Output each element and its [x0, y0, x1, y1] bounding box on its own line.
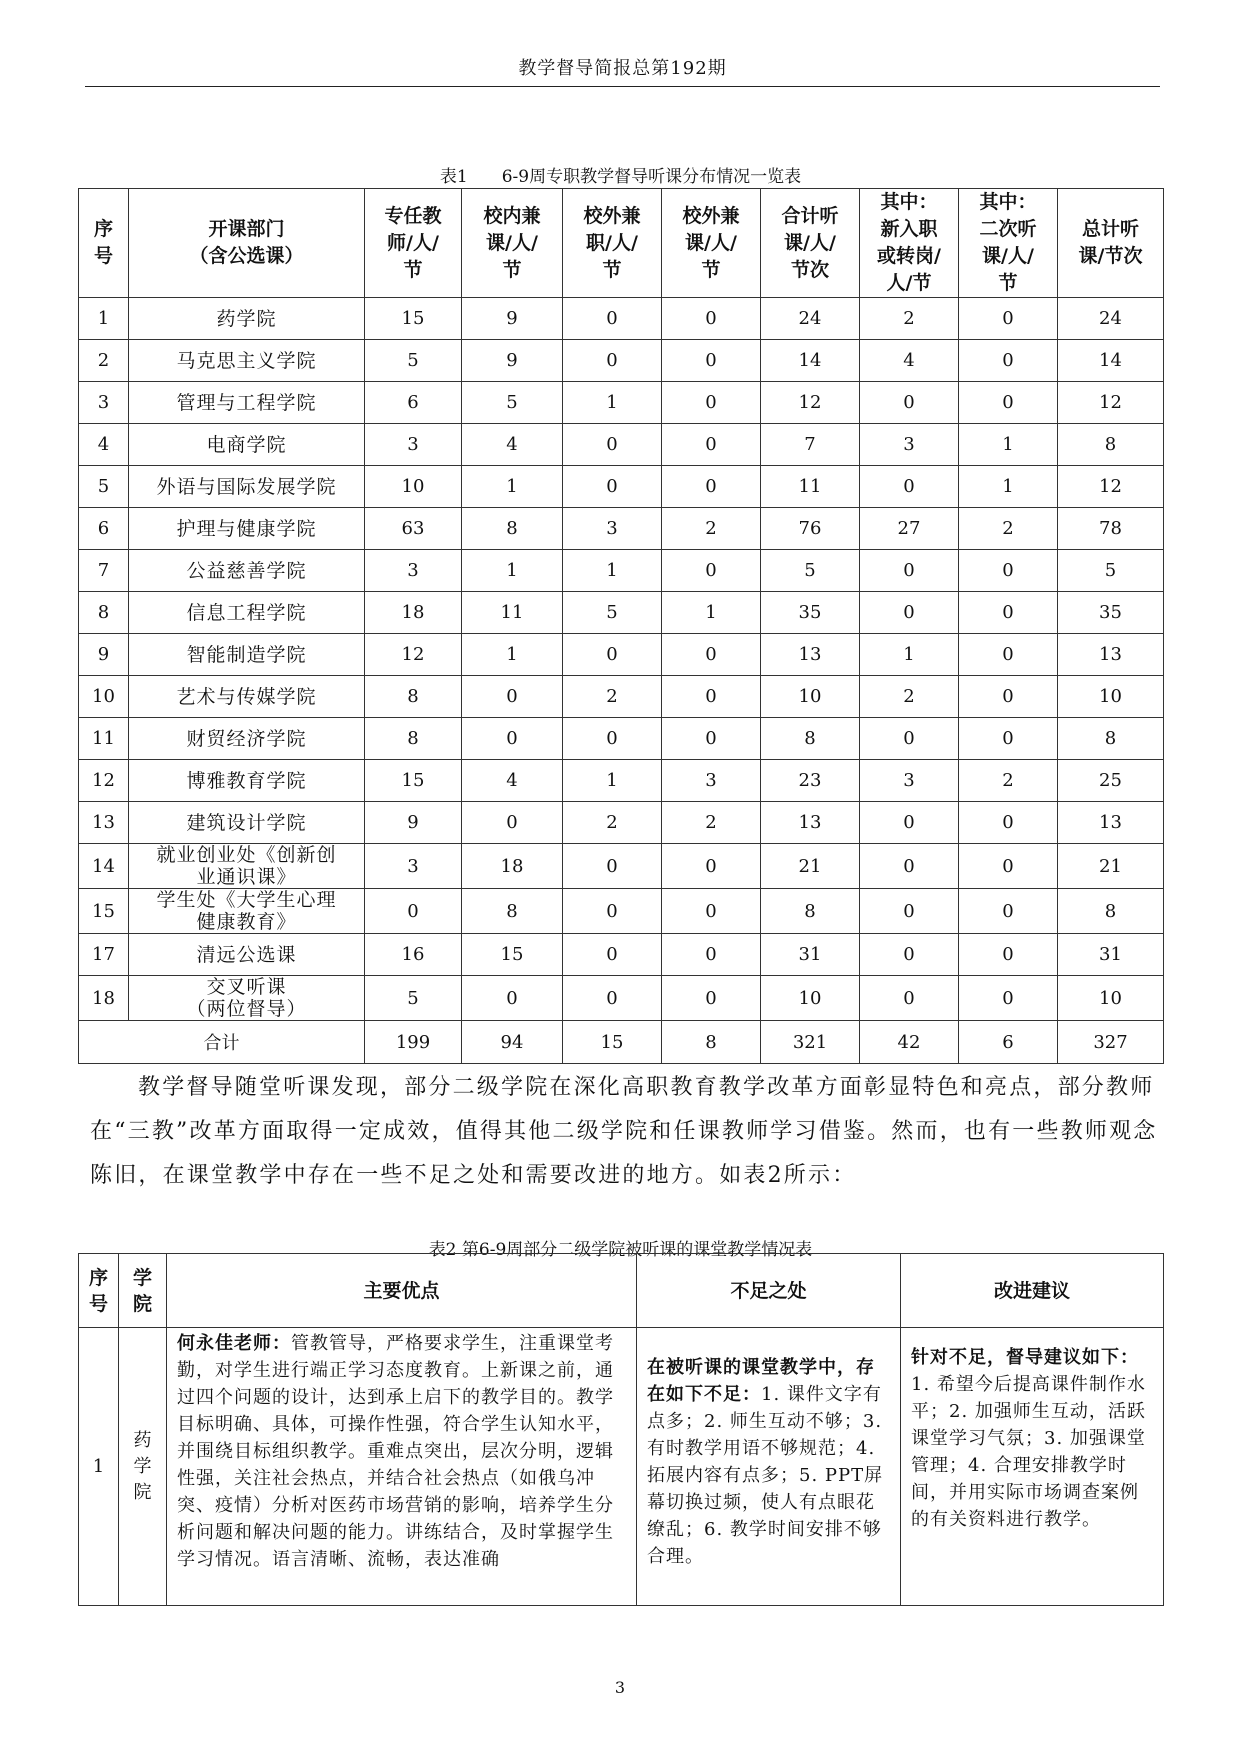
table1-department-name: 艺术与传媒学院 [176, 685, 317, 708]
table2-column-header-text: 序 号 [88, 1266, 108, 1315]
table1-department-name: 就业创业处《创新创 业通识课》 [156, 844, 337, 888]
table1-total-value: 327 [1058, 1021, 1164, 1064]
table1-value-cell: 0 [662, 844, 761, 889]
table2-college-name: 药 学 院 [133, 1429, 152, 1503]
table1-department-cell [129, 676, 365, 718]
table1-total-value: 94 [462, 1021, 563, 1064]
table1-value-cell: 0 [662, 382, 761, 424]
table1-value-cell: 10 [365, 466, 462, 508]
table1-value-cell: 0 [462, 802, 563, 844]
table1-value-cell: 63 [365, 508, 462, 550]
table1-value-cell: 1 [959, 424, 1058, 466]
table1-value-cell: 0 [860, 802, 959, 844]
table1-column-header [1058, 189, 1164, 298]
table1-value-cell: 3 [662, 760, 761, 802]
table1-value-cell: 0 [662, 466, 761, 508]
table1-value-cell: 25 [1058, 760, 1164, 802]
table1-value-cell: 9 [462, 298, 563, 340]
table1-header-row [79, 189, 1164, 298]
table1-department-cell [129, 424, 365, 466]
table1-value-cell: 13 [761, 802, 860, 844]
table1-value-cell: 5 [365, 340, 462, 382]
table2-column-header [79, 1254, 119, 1328]
table1-total-value: 8 [662, 1021, 761, 1064]
table2-column-header [637, 1254, 901, 1328]
table1-department-cell [129, 934, 365, 976]
table1-value-cell: 0 [462, 976, 563, 1021]
table1-row-index: 15 [79, 889, 129, 934]
table2-column-header [901, 1254, 1164, 1328]
table1-value-cell: 4 [860, 340, 959, 382]
table1-total-value: 199 [365, 1021, 462, 1064]
table1-department-cell [129, 718, 365, 760]
table1-row-index: 14 [79, 844, 129, 889]
table1-value-cell: 0 [563, 634, 662, 676]
table1-value-cell: 2 [860, 676, 959, 718]
table1-value-cell: 0 [959, 298, 1058, 340]
table2-column-header-text: 学 院 [132, 1266, 152, 1315]
table1-row-index: 2 [79, 340, 129, 382]
table1-row [79, 718, 1164, 760]
table1-department-name: 外语与国际发展学院 [156, 475, 337, 498]
table1-value-cell: 27 [860, 508, 959, 550]
strengths-cell-lead: 何永佳老师： [177, 1333, 291, 1354]
table1-column-header-text: 校外兼 课/人/ 节 [682, 204, 740, 281]
table1-column-header-text: 合计听 课/人/ 节次 [781, 204, 839, 281]
table1-department-cell [129, 466, 365, 508]
table1-total-row [79, 1021, 1164, 1064]
table1-value-cell: 0 [662, 634, 761, 676]
table2-header-row [79, 1254, 1164, 1328]
table1-value-cell: 5 [365, 976, 462, 1021]
table1-value-cell: 3 [563, 508, 662, 550]
table1-value-cell: 5 [462, 382, 563, 424]
table1-value-cell: 0 [563, 466, 662, 508]
table1-value-cell: 7 [761, 424, 860, 466]
table1-row-index: 11 [79, 718, 129, 760]
table1-value-cell: 1 [563, 760, 662, 802]
table1-column-header [761, 189, 860, 298]
table1-value-cell: 31 [761, 934, 860, 976]
table1-value-cell: 31 [1058, 934, 1164, 976]
suggestions-cell-lead: 针对不足，督导建议如下： [911, 1347, 1139, 1368]
table1-department-cell [129, 634, 365, 676]
table1-value-cell: 0 [860, 889, 959, 934]
table1-column-header-text: 校内兼 课/人/ 节 [483, 204, 541, 281]
table1-department-name: 电商学院 [206, 433, 287, 456]
table1-value-cell: 1 [563, 550, 662, 592]
table1-value-cell: 0 [662, 424, 761, 466]
table1-value-cell: 0 [860, 976, 959, 1021]
table1-department-name: 财贸经济学院 [186, 727, 307, 750]
table1-value-cell: 1 [462, 466, 563, 508]
table1-value-cell: 0 [563, 340, 662, 382]
table2-column-header-text: 改进建议 [993, 1279, 1070, 1302]
table1-total-value: 321 [761, 1021, 860, 1064]
table1-value-cell: 0 [860, 550, 959, 592]
table1-value-cell: 3 [860, 424, 959, 466]
table1-row-index: 3 [79, 382, 129, 424]
table1-row [79, 634, 1164, 676]
table1-value-cell: 5 [563, 592, 662, 634]
table2-college-cell [119, 1328, 167, 1606]
table1-value-cell: 0 [563, 934, 662, 976]
table1-department-name: 学生处《大学生心理 健康教育》 [156, 889, 337, 933]
table1-value-cell: 2 [959, 760, 1058, 802]
table1-total-value: 15 [563, 1021, 662, 1064]
page-number: 3 [614, 1678, 626, 1697]
table1-value-cell: 3 [365, 844, 462, 889]
table1-value-cell: 5 [761, 550, 860, 592]
table1-value-cell: 9 [365, 802, 462, 844]
table1-department-cell [129, 340, 365, 382]
table1-value-cell: 0 [959, 889, 1058, 934]
table1-row-index: 9 [79, 634, 129, 676]
table2-column-header-text: 主要优点 [363, 1279, 440, 1302]
table1-value-cell: 2 [860, 298, 959, 340]
table1-value-cell: 1 [860, 634, 959, 676]
table1-value-cell: 0 [959, 550, 1058, 592]
table1-value-cell: 21 [761, 844, 860, 889]
table1-value-cell: 14 [761, 340, 860, 382]
table1-department-cell [129, 760, 365, 802]
table1-department-name: 建筑设计学院 [186, 811, 307, 834]
table1-value-cell: 0 [662, 340, 761, 382]
table1-row [79, 466, 1164, 508]
table1-column-header-text: 开课部门 （含公选课） [189, 218, 304, 267]
table1-row [79, 508, 1164, 550]
table1-department-cell [129, 298, 365, 340]
table1-value-cell: 10 [1058, 676, 1164, 718]
table1-total-value: 6 [959, 1021, 1058, 1064]
table1-row-index: 7 [79, 550, 129, 592]
table1-row [79, 676, 1164, 718]
table1-column-header [79, 189, 129, 298]
table1-row [79, 976, 1164, 1021]
table1-department-cell [129, 592, 365, 634]
table1-value-cell: 35 [761, 592, 860, 634]
table1-row-index: 5 [79, 466, 129, 508]
table1-value-cell: 3 [365, 424, 462, 466]
table1-value-cell: 35 [1058, 592, 1164, 634]
table1-department-name: 智能制造学院 [186, 643, 307, 666]
table1-column-header-text: 专任教 师/人/ 节 [384, 204, 442, 281]
table1-department-cell [129, 508, 365, 550]
table1-value-cell: 8 [1058, 718, 1164, 760]
table1-row-index: 6 [79, 508, 129, 550]
table1-value-cell: 15 [462, 934, 563, 976]
table1-value-cell: 0 [959, 676, 1058, 718]
table1-column-header-text: 总计听 课/节次 [1078, 218, 1143, 267]
table1-value-cell: 2 [959, 508, 1058, 550]
table1-row [79, 298, 1164, 340]
weaknesses-cell-text [637, 1328, 900, 1570]
table1-value-cell: 0 [959, 976, 1058, 1021]
body-paragraph: 教学督导随堂听课发现，部分二级学院在深化高职教育教学改革方面彰显特色和亮点，部分教师在“三教”改革方面取得一定成效，值得其他二级学院和任课教师学习借鉴。然而，也有一些教师观念陈旧，在课堂教学中存在一些不足之处和需要改进的地方。如表2所示： [90, 1075, 1158, 1188]
table1-value-cell: 1 [959, 466, 1058, 508]
table1-row [79, 592, 1164, 634]
table1-value-cell: 0 [860, 934, 959, 976]
weaknesses-cell-lead: 在被听课的课堂教学中，存在如下不足： [647, 1357, 875, 1405]
table2-column-header [167, 1254, 637, 1328]
suggestions-cell-body: 1. 希望今后提高课件制作水平；2. 加强师生互动，活跃课堂学习气氛；3. 加强课堂管理；4. 合理安排教学时间，并用实际市场调查案例的有关资料进行教学。 [911, 1374, 1146, 1530]
table1-value-cell: 0 [860, 466, 959, 508]
table1-value-cell: 12 [761, 382, 860, 424]
suggestions-cell [901, 1328, 1164, 1606]
table1-value-cell: 13 [1058, 802, 1164, 844]
table1-row-index: 12 [79, 760, 129, 802]
table1-column-header-text: 其中： 新入职 或转岗/ 人/节 [877, 191, 941, 294]
table1-department-name: 护理与健康学院 [176, 517, 317, 540]
table1-value-cell: 0 [959, 382, 1058, 424]
table1-value-cell: 8 [365, 718, 462, 760]
table1-value-cell: 10 [761, 976, 860, 1021]
table1-value-cell: 3 [365, 550, 462, 592]
table1-value-cell: 13 [761, 634, 860, 676]
table1-column-header [462, 189, 563, 298]
weaknesses-cell-body: 1. 课件文字有点多；2. 师生互动不够；3. 有时教学用语不够规范；4. 拓展内容有点多；5. PPT屏幕切换过频，使人有点眼花缭乱；6. 教学时间安排不够合理。 [647, 1384, 884, 1567]
table1-column-header-text: 序 号 [93, 218, 113, 267]
table1-value-cell: 0 [662, 934, 761, 976]
running-header: 教学督导简报总第192期 [518, 58, 727, 79]
table1-value-cell: 2 [563, 802, 662, 844]
table1-department-cell [129, 382, 365, 424]
table1-value-cell: 0 [959, 718, 1058, 760]
table1-value-cell: 15 [365, 298, 462, 340]
table1-value-cell: 0 [662, 676, 761, 718]
table1-row [79, 934, 1164, 976]
table1-column-header [860, 189, 959, 298]
table1-value-cell: 4 [462, 760, 563, 802]
table1-value-cell: 0 [563, 718, 662, 760]
table1-value-cell: 16 [365, 934, 462, 976]
table1-column-header [662, 189, 761, 298]
table1-value-cell: 21 [1058, 844, 1164, 889]
table1-value-cell: 0 [563, 844, 662, 889]
table1-value-cell: 0 [860, 718, 959, 760]
table1-value-cell: 2 [662, 802, 761, 844]
table1-department-cell [129, 976, 365, 1021]
table1-total-value: 42 [860, 1021, 959, 1064]
strengths-cell-text [167, 1328, 636, 1573]
table1-value-cell: 11 [462, 592, 563, 634]
table1-value-cell: 0 [662, 298, 761, 340]
table1-department-name: 信息工程学院 [186, 601, 307, 624]
table1-department-name: 博雅教育学院 [186, 769, 307, 792]
table1-department-cell [129, 550, 365, 592]
table1-value-cell: 0 [959, 934, 1058, 976]
table1-value-cell: 0 [959, 844, 1058, 889]
table1-value-cell: 0 [662, 976, 761, 1021]
table1-value-cell: 0 [662, 550, 761, 592]
table1-value-cell: 10 [1058, 976, 1164, 1021]
table1-value-cell: 23 [761, 760, 860, 802]
table1-value-cell: 8 [462, 889, 563, 934]
table1-value-cell: 0 [462, 718, 563, 760]
table1-department-name: 药学院 [216, 307, 277, 330]
table1-lecture-distribution [78, 188, 1164, 1064]
table1-value-cell: 24 [1058, 298, 1164, 340]
table1-department-cell [129, 802, 365, 844]
table1-value-cell: 8 [761, 718, 860, 760]
table1-value-cell: 76 [761, 508, 860, 550]
suggestions-cell-text [901, 1328, 1163, 1533]
table1-value-cell: 18 [462, 844, 563, 889]
table1-value-cell: 8 [462, 508, 563, 550]
table1-row [79, 802, 1164, 844]
table1-value-cell: 1 [462, 634, 563, 676]
table1-column-header [563, 189, 662, 298]
table1-value-cell: 0 [959, 340, 1058, 382]
table1-value-cell: 3 [860, 760, 959, 802]
table1-value-cell: 78 [1058, 508, 1164, 550]
table1-value-cell: 2 [563, 676, 662, 718]
table1-column-header-text: 校外兼 职/人/ 节 [583, 204, 641, 281]
table1-value-cell: 24 [761, 298, 860, 340]
weaknesses-cell [637, 1328, 901, 1606]
table1-row-index: 17 [79, 934, 129, 976]
table1-value-cell: 10 [761, 676, 860, 718]
table1-value-cell: 15 [365, 760, 462, 802]
table1-value-cell: 11 [761, 466, 860, 508]
table1-value-cell: 0 [860, 382, 959, 424]
header-rule [85, 86, 1160, 87]
table1-department-cell [129, 889, 365, 934]
table1-row [79, 760, 1164, 802]
table1-column-header [129, 189, 365, 298]
table1-column-header [365, 189, 462, 298]
table2-column-header [119, 1254, 167, 1328]
table1-row [79, 889, 1164, 934]
table2-caption: 表2 第6-9周部分二级学院被听课的课堂教学情况表 [428, 1240, 813, 1260]
table1-total-label: 合计 [79, 1021, 365, 1064]
table1-department-cell [129, 844, 365, 889]
table1-department-name: 公益慈善学院 [186, 559, 307, 582]
table1-value-cell: 6 [365, 382, 462, 424]
table1-value-cell: 0 [563, 976, 662, 1021]
table1-value-cell: 9 [462, 340, 563, 382]
table1-value-cell: 8 [1058, 889, 1164, 934]
table1-value-cell: 0 [662, 889, 761, 934]
table1-value-cell: 1 [563, 382, 662, 424]
table1-value-cell: 13 [1058, 634, 1164, 676]
table1-value-cell: 0 [860, 844, 959, 889]
table1-value-cell: 2 [662, 508, 761, 550]
strengths-cell-body: 管教管导，严格要求学生，注重课堂考勤，对学生进行端正学习态度教育。上新课之前，通过四个问题的设计，达到承上启下的教学目的。教学目标明确、具体，可操作性强，符合学生认知水平，并围绕目标组织教学。重难点突出，层次分明，逻辑性强，关注社会热点，并结合社会热点（如俄乌冲突、疫情）分析对医药市场营销的影响，培养学生分析问题和解决问题的能力。讲练结合，及时掌握学生学习情况。语言清晰、流畅，表达准确 [177, 1333, 614, 1570]
table1-value-cell: 12 [1058, 466, 1164, 508]
table2-column-header-text: 不足之处 [730, 1279, 807, 1302]
table2-classroom-teaching [78, 1253, 1164, 1606]
table1-value-cell: 5 [1058, 550, 1164, 592]
table1-department-name: 清远公选课 [196, 943, 297, 966]
table1-row-index: 1 [79, 298, 129, 340]
table1-column-header [959, 189, 1058, 298]
table1-value-cell: 1 [662, 592, 761, 634]
table1-value-cell: 18 [365, 592, 462, 634]
table1-row [79, 340, 1164, 382]
table1-value-cell: 0 [563, 889, 662, 934]
table1-row [79, 550, 1164, 592]
table1-caption: 表1 6-9周专职教学督导听课分布情况一览表 [439, 167, 802, 187]
table1-department-name: 马克思主义学院 [176, 349, 317, 372]
table1-value-cell: 4 [462, 424, 563, 466]
table1-department-name: 管理与工程学院 [176, 391, 317, 414]
table1-value-cell: 8 [365, 676, 462, 718]
table1-department-name: 交叉听课 （两位督导） [186, 976, 307, 1020]
table1-row-index: 4 [79, 424, 129, 466]
table1-value-cell: 14 [1058, 340, 1164, 382]
table1-value-cell: 0 [959, 592, 1058, 634]
table1-row-index: 13 [79, 802, 129, 844]
table1-row-index: 8 [79, 592, 129, 634]
table1-value-cell: 12 [365, 634, 462, 676]
table1-value-cell: 0 [563, 424, 662, 466]
strengths-cell [167, 1328, 637, 1606]
table1-row [79, 382, 1164, 424]
table1-column-header-text: 其中： 二次听 课/人/ 节 [979, 191, 1037, 294]
table1-value-cell: 0 [462, 676, 563, 718]
table1-row [79, 844, 1164, 889]
table1-row-index: 18 [79, 976, 129, 1021]
table1-value-cell: 0 [959, 634, 1058, 676]
table1-value-cell: 0 [959, 802, 1058, 844]
table1-value-cell: 0 [860, 592, 959, 634]
table1-value-cell: 8 [761, 889, 860, 934]
table1-value-cell: 0 [365, 889, 462, 934]
table1-row-index: 10 [79, 676, 129, 718]
table2-row-index: 1 [79, 1328, 119, 1606]
table2-row [79, 1328, 1164, 1606]
table1-value-cell: 0 [662, 718, 761, 760]
table1-row [79, 424, 1164, 466]
table1-value-cell: 0 [563, 298, 662, 340]
table1-value-cell: 12 [1058, 382, 1164, 424]
table1-value-cell: 1 [462, 550, 563, 592]
table1-value-cell: 8 [1058, 424, 1164, 466]
